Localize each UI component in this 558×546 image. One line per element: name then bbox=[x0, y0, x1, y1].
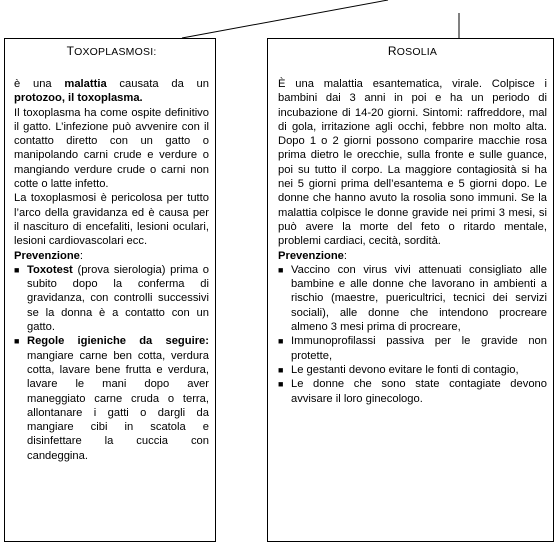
list-item bbox=[278, 377, 547, 406]
rosolia-title-initial: R bbox=[387, 44, 397, 58]
toxoplasmosi-title-initial: T bbox=[66, 44, 75, 58]
toxoplasmosi-intro bbox=[14, 77, 209, 106]
toxoplasmosi-prevention-list bbox=[14, 263, 209, 463]
list-item bbox=[278, 263, 547, 334]
rosolia-prevention-list bbox=[278, 263, 547, 406]
list-item-text: Le donne che sono state contagiate devono avvisare il loro ginecologo. bbox=[291, 378, 547, 405]
prevention-colon: : bbox=[343, 249, 348, 262]
list-item bbox=[14, 334, 209, 463]
intro-bold-malattia: malattia bbox=[64, 78, 107, 90]
bullet-icon: ■ bbox=[14, 264, 20, 275]
rosolia-title-rest: OSOLIA bbox=[396, 46, 438, 58]
list-item-text: (prova sierologia) prima o subito dopo la conferma di gravidanza, con controlli successivi se la donna è a contatto con un gatto. bbox=[27, 263, 209, 334]
list-item bbox=[14, 263, 209, 334]
rosolia-title bbox=[278, 44, 547, 59]
list-item-text: mangiare carne ben cotta, verdura cotta, lavare bene frutta e verdura, lavare le mani dopo aver maneggiato carne cruda o terra, allontanare i gatti o dargli da mangiare cibi in scatola e disinfettare la cuccia con candeggina. bbox=[27, 349, 209, 462]
bullet-icon: ■ bbox=[278, 336, 284, 347]
prevention-colon: : bbox=[79, 249, 84, 262]
rosolia-paragraph: È una malattia esantematica, virale. Colpisce i bambini dai 3 anni in poi e ha un periodo di incubazione di 14-20 giorni. Sintomi: raffreddore, mal di gola, irritazione agli occhi, febbre non molto alta. Dopo 1 o 2 giorni possono comparire macchie rosa prima dietro le orecchie, sulla fronte e sulle guance, poi su tutto il corpo. La maggiore contagiosità si ha nei 5 giorni prima dell’esantema e 5 giorni dopo. Le donne che hanno avuto la rosolia sono immuni. Se la malattia colpisce le donne gravide nei primi 3 mesi, si può avere la morte del feto o ritardo mentale, problemi cardiaci, cecità, sordità. bbox=[278, 78, 547, 248]
list-item bbox=[278, 363, 547, 377]
list-item-text: Vaccino con virus vivi attenuati consigliato alle bambine e alle donne che lavorano in ambienti a rischio (maestre, puericultrici, tecnici dei servizi sociali), alle donne che intendono procreare almeno 3 mesi prima di procreare, bbox=[291, 263, 547, 334]
toxoplasmosi-prevention-heading bbox=[14, 249, 209, 263]
bullet-icon: ■ bbox=[278, 264, 284, 275]
toxoplasmosi-paragraph-1: Il toxoplasma ha come ospite definitivo il gatto. L’infezione può avvenire con il contatto diretto con un gatto o manipolando carni crude e verdure o mangiando verdure crude o carni non cotte o latte infetto. bbox=[14, 106, 209, 191]
toxoplasmosi-paragraph-2: La toxoplasmosi è pericolosa per tutto l’arco della gravidanza ed è causa per il nascituro di encefaliti, lesioni oculari, lesioni cardiovascolari ecc. bbox=[14, 192, 209, 248]
rosolia-box bbox=[267, 38, 554, 542]
list-item-text: Le gestanti devono evitare le fonti di contagio, bbox=[291, 363, 519, 376]
prevention-label: Prevenzione bbox=[278, 249, 344, 262]
prevention-label: Prevenzione bbox=[14, 249, 80, 262]
rosolia-prevention-heading bbox=[278, 249, 547, 263]
connector-diagonal bbox=[182, 0, 388, 38]
list-item-bold: Toxotest bbox=[27, 263, 73, 276]
intro-text-2: causata da un bbox=[106, 78, 209, 90]
bullet-icon: ■ bbox=[278, 379, 284, 390]
list-item-bold: Regole igieniche da seguire: bbox=[27, 335, 209, 348]
intro-bold-protozoo: protozoo, il toxoplasma. bbox=[14, 92, 143, 105]
toxoplasmosi-box bbox=[4, 38, 216, 542]
list-item-text: Immunoprofilassi passiva per le gravide non protette, bbox=[291, 335, 547, 362]
toxoplasmosi-title bbox=[14, 44, 209, 59]
list-item bbox=[278, 334, 547, 363]
intro-text-1: è una bbox=[14, 78, 65, 90]
toxoplasmosi-title-rest: OXOPLASMOSI: bbox=[74, 46, 157, 58]
bullet-icon: ■ bbox=[278, 364, 284, 375]
bullet-icon: ■ bbox=[14, 336, 20, 347]
